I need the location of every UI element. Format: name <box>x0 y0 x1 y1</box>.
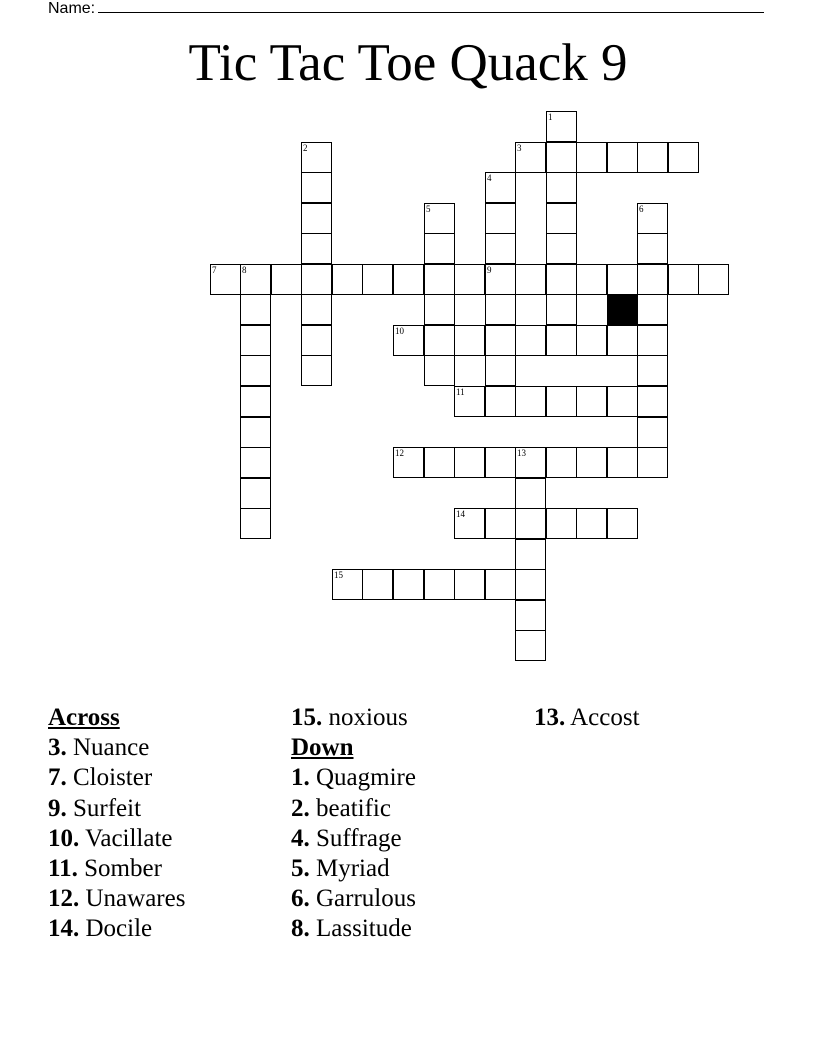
grid-cell[interactable] <box>637 203 668 234</box>
grid-cell[interactable] <box>301 172 332 203</box>
clue-text: Vacillate <box>85 824 173 852</box>
clue-text: beatific <box>316 794 391 822</box>
clue-text: noxious <box>328 704 408 731</box>
name-blank[interactable] <box>98 0 764 13</box>
clue-item <box>48 914 185 944</box>
clue-number: 8. <box>291 915 310 943</box>
cell-number: 9 <box>487 265 492 275</box>
grid-cell[interactable] <box>515 600 546 631</box>
grid-cell[interactable] <box>546 508 577 539</box>
cell-number: 5 <box>426 204 431 214</box>
grid-cell[interactable] <box>546 386 577 417</box>
grid-cell[interactable] <box>301 355 332 386</box>
grid-cell[interactable] <box>668 264 699 295</box>
grid-cell[interactable] <box>424 569 455 600</box>
grid-cell[interactable] <box>454 508 485 539</box>
clue-text: Lassitude <box>316 915 412 943</box>
grid-cell[interactable] <box>454 447 485 478</box>
grid-cell[interactable] <box>515 478 546 509</box>
grid-cell[interactable] <box>485 233 516 264</box>
grid-cell[interactable] <box>485 203 516 234</box>
grid-cell[interactable] <box>454 325 485 356</box>
cell-number: 12 <box>395 448 404 458</box>
across-heading: Across <box>48 704 120 731</box>
grid-cell[interactable] <box>362 569 393 600</box>
clue-item <box>291 794 416 824</box>
clue-number: 10. <box>48 824 80 852</box>
grid-cell[interactable] <box>576 447 607 478</box>
grid-cell[interactable] <box>515 630 546 661</box>
name-field <box>48 0 764 18</box>
grid-block <box>607 294 638 325</box>
grid-cell[interactable] <box>637 417 668 448</box>
grid-cell[interactable] <box>546 233 577 264</box>
grid-cell[interactable] <box>485 355 516 386</box>
grid-cell[interactable] <box>240 417 271 448</box>
cell-number: 1 <box>548 112 553 122</box>
grid-cell[interactable] <box>301 233 332 264</box>
cell-number: 2 <box>303 143 308 153</box>
grid-cell[interactable] <box>637 355 668 386</box>
grid-cell[interactable] <box>546 142 577 173</box>
grid-cell[interactable] <box>271 264 302 295</box>
clue-item <box>534 703 640 733</box>
grid-cell[interactable] <box>240 355 271 386</box>
grid-cell[interactable] <box>240 264 271 295</box>
grid-cell[interactable] <box>393 569 424 600</box>
clue-number: 6. <box>291 885 310 913</box>
grid-cell[interactable] <box>546 294 577 325</box>
cell-number: 11 <box>456 387 465 397</box>
cell-number: 10 <box>395 326 404 336</box>
clue-item <box>48 824 185 854</box>
grid-cell[interactable] <box>607 264 638 295</box>
grid-cell[interactable] <box>607 508 638 539</box>
grid-cell[interactable] <box>576 508 607 539</box>
grid-cell[interactable] <box>485 172 516 203</box>
grid-cell[interactable] <box>637 142 668 173</box>
grid-cell[interactable] <box>424 233 455 264</box>
grid-cell[interactable] <box>607 386 638 417</box>
clue-item <box>291 824 416 854</box>
cell-number: 6 <box>639 204 644 214</box>
grid-cell[interactable] <box>515 447 546 478</box>
grid-cell[interactable] <box>485 294 516 325</box>
clue-item <box>291 703 416 733</box>
clue-number: 11. <box>48 855 78 883</box>
grid-cell[interactable] <box>393 264 424 295</box>
grid-cell[interactable] <box>240 294 271 325</box>
clues-column-3 <box>534 703 640 733</box>
grid-cell[interactable] <box>546 172 577 203</box>
clue-number: 13. <box>534 704 566 731</box>
clue-item <box>291 914 416 944</box>
grid-cell[interactable] <box>546 111 577 142</box>
clue-item <box>48 854 185 884</box>
clue-item <box>48 884 185 914</box>
clue-text: Somber <box>84 855 162 883</box>
grid-cell[interactable] <box>301 294 332 325</box>
grid-cell[interactable] <box>332 569 363 600</box>
clue-number: 9. <box>48 794 67 822</box>
grid-cell[interactable] <box>485 447 516 478</box>
cell-number: 8 <box>242 265 247 275</box>
clue-text: Accost <box>570 704 640 731</box>
clue-item <box>291 884 416 914</box>
clue-number: 2. <box>291 794 310 822</box>
clues-column-2 <box>291 703 416 945</box>
clue-text: Nuance <box>73 734 150 762</box>
grid-cell[interactable] <box>637 386 668 417</box>
grid-cell[interactable] <box>240 386 271 417</box>
clue-text: Surfeit <box>73 794 142 822</box>
clues-column-1 <box>48 703 185 945</box>
clue-text: Cloister <box>73 764 153 792</box>
grid-cell[interactable] <box>546 325 577 356</box>
clue-text: Unawares <box>85 885 186 913</box>
clue-number: 1. <box>291 764 310 792</box>
grid-cell[interactable] <box>424 203 455 234</box>
grid-cell[interactable] <box>454 264 485 295</box>
grid-cell[interactable] <box>424 264 455 295</box>
grid-cell[interactable] <box>301 325 332 356</box>
cell-number: 4 <box>487 173 492 183</box>
grid-cell[interactable] <box>210 264 241 295</box>
grid-cell[interactable] <box>240 478 271 509</box>
grid-cell[interactable] <box>576 142 607 173</box>
grid-cell[interactable] <box>576 264 607 295</box>
grid-cell[interactable] <box>515 539 546 570</box>
grid-cell[interactable] <box>515 569 546 600</box>
grid-cell[interactable] <box>454 386 485 417</box>
clue-number: 12. <box>48 885 80 913</box>
cell-number: 7 <box>212 265 217 275</box>
grid-cell[interactable] <box>301 203 332 234</box>
cell-number: 3 <box>517 143 522 153</box>
grid-cell[interactable] <box>637 447 668 478</box>
clue-number: 15. <box>291 704 323 731</box>
down-heading: Down <box>291 734 354 762</box>
grid-cell[interactable] <box>546 447 577 478</box>
grid-cell[interactable] <box>485 325 516 356</box>
grid-cell[interactable] <box>485 508 516 539</box>
grid-cell[interactable] <box>393 325 424 356</box>
clue-item <box>291 854 416 884</box>
clue-text: Docile <box>85 915 153 943</box>
cell-number: 15 <box>334 570 343 580</box>
grid-cell[interactable] <box>240 325 271 356</box>
grid-cell[interactable] <box>454 569 485 600</box>
grid-cell[interactable] <box>424 447 455 478</box>
clue-number: 4. <box>291 824 310 852</box>
grid-cell[interactable] <box>485 386 516 417</box>
clue-text: Quagmire <box>316 764 416 792</box>
grid-cell[interactable] <box>637 233 668 264</box>
grid-cell[interactable] <box>332 264 363 295</box>
clue-text: Myriad <box>316 855 390 883</box>
grid-cell[interactable] <box>576 386 607 417</box>
clue-item <box>48 763 185 793</box>
puzzle-title: Tic Tac Toe Quack 9 <box>188 34 628 92</box>
cell-number: 13 <box>517 448 526 458</box>
grid-cell[interactable] <box>515 325 546 356</box>
grid-cell[interactable] <box>637 294 668 325</box>
clue-item <box>48 733 185 763</box>
grid-cell[interactable] <box>301 264 332 295</box>
grid-cell[interactable] <box>607 142 638 173</box>
grid-cell[interactable] <box>546 203 577 234</box>
clue-number: 5. <box>291 855 310 883</box>
grid-cell[interactable] <box>240 508 271 539</box>
clue-number: 7. <box>48 764 67 792</box>
cell-number: 14 <box>456 509 465 519</box>
grid-cell[interactable] <box>485 264 516 295</box>
grid-cell[interactable] <box>576 325 607 356</box>
grid-cell[interactable] <box>424 355 455 386</box>
clue-number: 14. <box>48 915 80 943</box>
grid-cell[interactable] <box>515 264 546 295</box>
clue-text: Garrulous <box>316 885 416 913</box>
grid-cell[interactable] <box>698 264 729 295</box>
clue-item <box>291 763 416 793</box>
grid-cell[interactable] <box>668 142 699 173</box>
grid-cell[interactable] <box>607 325 638 356</box>
grid-cell[interactable] <box>607 447 638 478</box>
grid-cell[interactable] <box>240 447 271 478</box>
grid-cell[interactable] <box>546 264 577 295</box>
grid-cell[interactable] <box>393 447 424 478</box>
grid-cell[interactable] <box>424 294 455 325</box>
grid-cell[interactable] <box>301 142 332 173</box>
grid-cell[interactable] <box>515 142 546 173</box>
clue-item <box>48 794 185 824</box>
clue-text: Suffrage <box>316 824 402 852</box>
clue-number: 3. <box>48 734 67 762</box>
name-label: Name: <box>48 0 96 17</box>
grid-cell[interactable] <box>485 569 516 600</box>
grid-cell[interactable] <box>637 264 668 295</box>
grid-cell[interactable] <box>637 325 668 356</box>
grid-cell[interactable] <box>515 386 546 417</box>
grid-cell[interactable] <box>424 325 455 356</box>
grid-cell[interactable] <box>515 508 546 539</box>
grid-cell[interactable] <box>362 264 393 295</box>
